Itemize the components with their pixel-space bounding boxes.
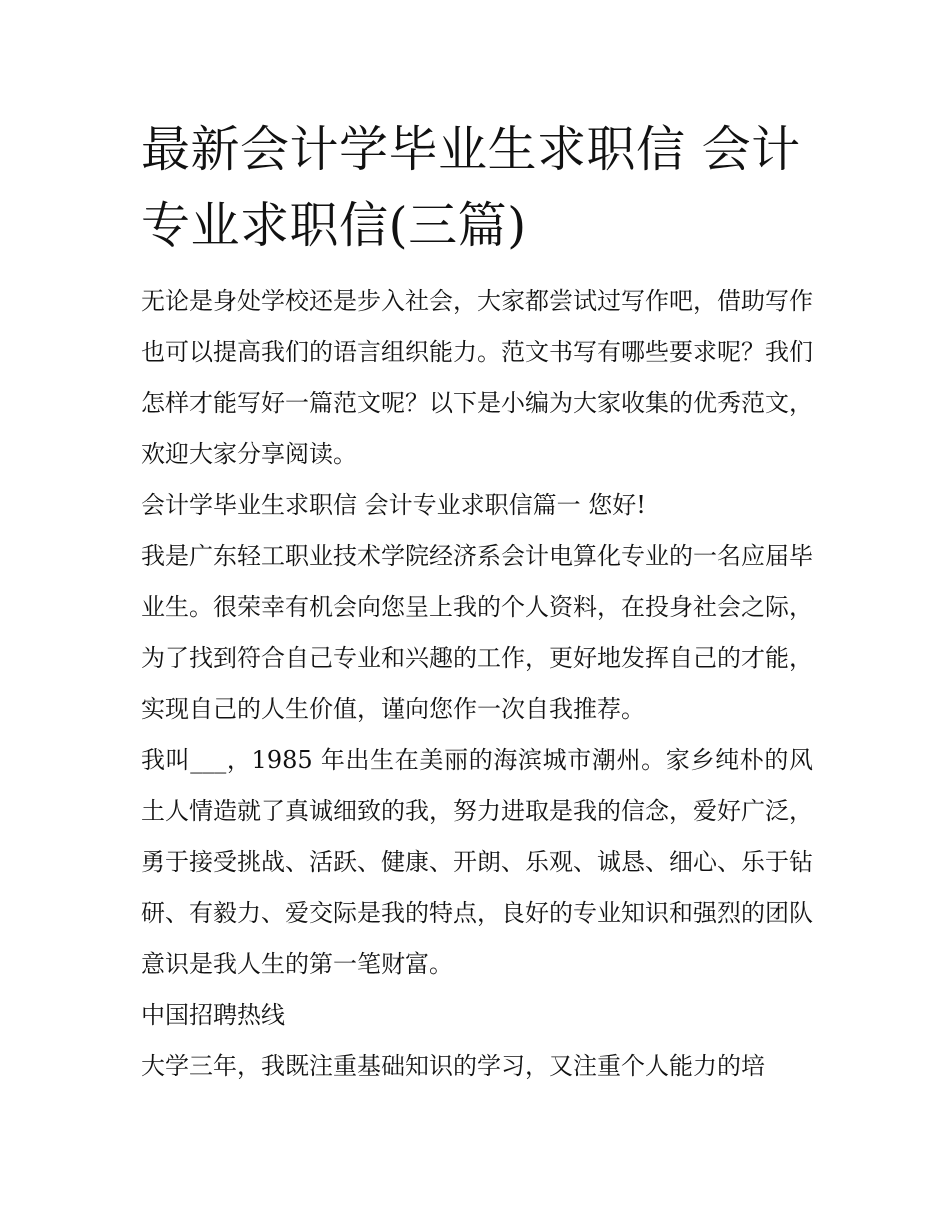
personal-background-paragraph: 我叫___，1985 年出生在美丽的海滨城市潮州。家乡纯朴的风土人情造就了真诚细致的我，努力进取是我的信念，爱好广泛，勇于接受挑战、活跃、健康、开朗、乐观、诚恳、细心、乐于钻研、有毅力、爱交际是我的特点，良好的专业知识和强烈的团队意识是我人生的第一笔财富。 xyxy=(141,746,813,978)
document-title: 最新会计学毕业生求职信 会计专业求职信(三篇) xyxy=(141,121,801,254)
study-paragraph: 大学三年，我既注重基础知识的学习，又注重个人能力的培 xyxy=(141,1052,765,1080)
document-page xyxy=(141,112,813,1092)
source-line: 中国招聘热线 xyxy=(141,1001,285,1029)
intro-paragraph: 无论是身处学校还是步入社会，大家都尝试过写作吧，借助写作也可以提高我们的语言组织能力。范文书写有哪些要求呢？我们怎样才能写好一篇范文呢？以下是小编为大家收集的优秀范文，欢迎大家分享阅读。 xyxy=(141,287,813,468)
section-heading-paragraph: 会计学毕业生求职信 会计专业求职信篇一 您好! xyxy=(141,491,646,519)
self-introduction-paragraph: 我是广东轻工职业技术学院经济系会计电算化专业的一名应届毕业生。很荣幸有机会向您呈上我的个人资料，在投身社会之际，为了找到符合自己专业和兴趣的工作，更好地发挥自己的才能，实现自己的人生价值，谨向您作一次自我推荐。 xyxy=(141,542,813,723)
